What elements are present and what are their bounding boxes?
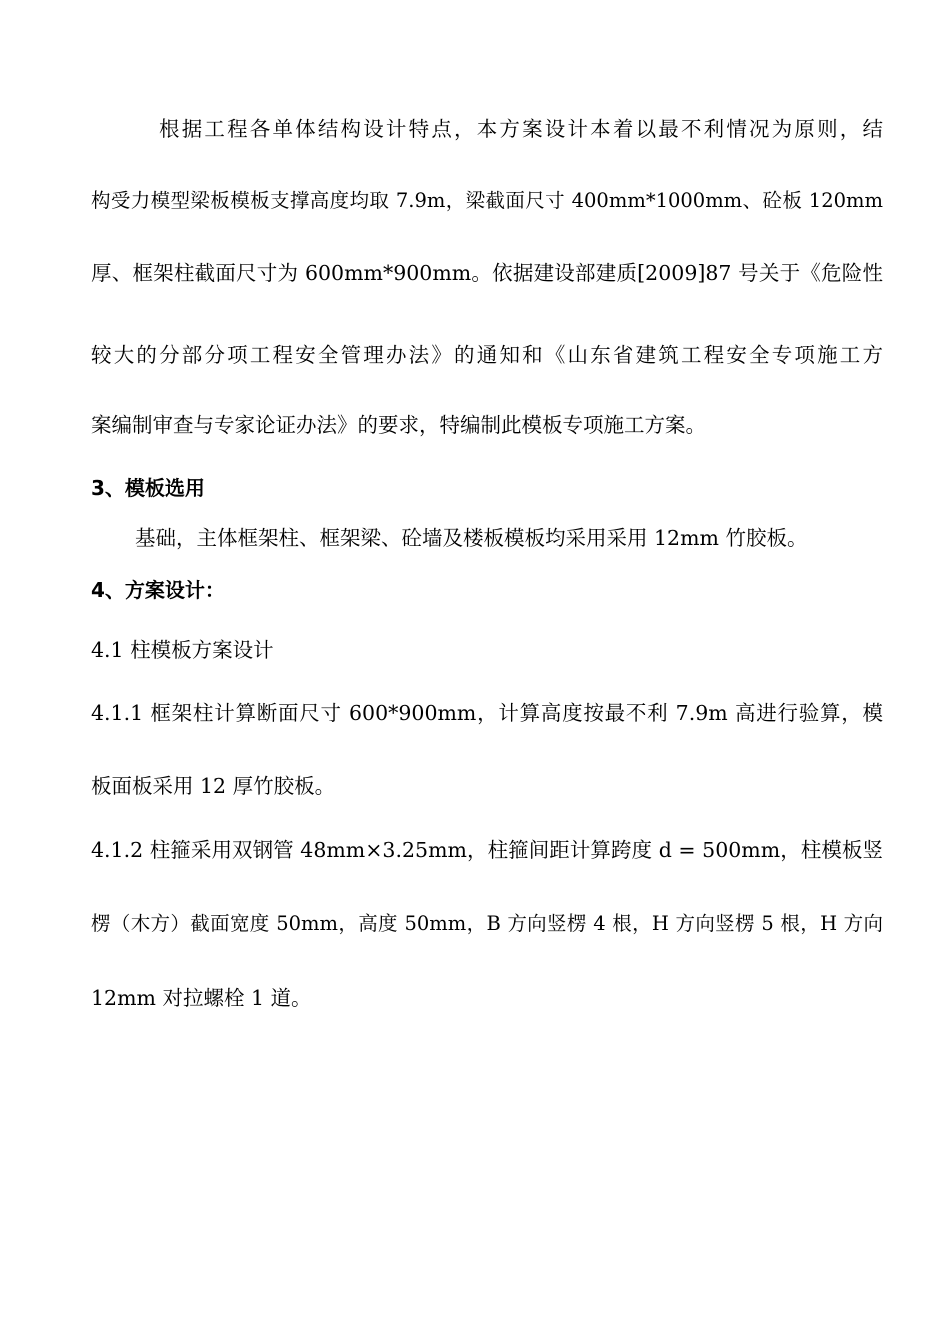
paragraph-line: 较大的分部分项工程安全管理办法》的通知和《山东省建筑工程安全专项施工方 xyxy=(91,343,883,367)
paragraph-line: 根据工程各单体结构设计特点，本方案设计本着以最不利情况为原则，结 xyxy=(159,117,883,141)
paragraph-line: 板面板采用 12 厚竹胶板。 xyxy=(91,774,336,798)
paragraph-line: 厚、框架柱截面尺寸为 600mm*900mm。依据建设部建质[2009]87 号关于《危险性 xyxy=(91,261,883,285)
paragraph-line: 构受力模型梁板模板支撑高度均取 7.9m，梁截面尺寸 400mm*1000mm、砼板 120mm xyxy=(91,189,883,212)
paragraph-line: 4.1.1 框架柱计算断面尺寸 600*900mm，计算高度按最不利 7.9m 高进行验算，模 xyxy=(91,701,883,725)
paragraph-line: 基础，主体框架柱、框架梁、砼墙及楼板模板均采用采用 12mm 竹胶板。 xyxy=(135,526,808,550)
section-heading: 3、模板选用 xyxy=(91,476,205,500)
paragraph-line: 案编制审查与专家论证办法》的要求，特编制此模板专项施工方案。 xyxy=(91,413,706,437)
subsection-title: 4.1 柱模板方案设计 xyxy=(91,638,274,662)
paragraph-line: 4.1.2 柱箍采用双钢管 48mm×3.25mm，柱箍间距计算跨度 d = 500mm，柱模板竖 xyxy=(91,838,883,862)
paragraph-line: 楞（木方）截面宽度 50mm，高度 50mm，B 方向竖楞 4 根，H 方向竖楞 5 根，H 方向 xyxy=(91,912,883,935)
paragraph-line: 12mm 对拉螺栓 1 道。 xyxy=(91,986,312,1010)
section-heading: 4、方案设计： xyxy=(91,578,225,602)
